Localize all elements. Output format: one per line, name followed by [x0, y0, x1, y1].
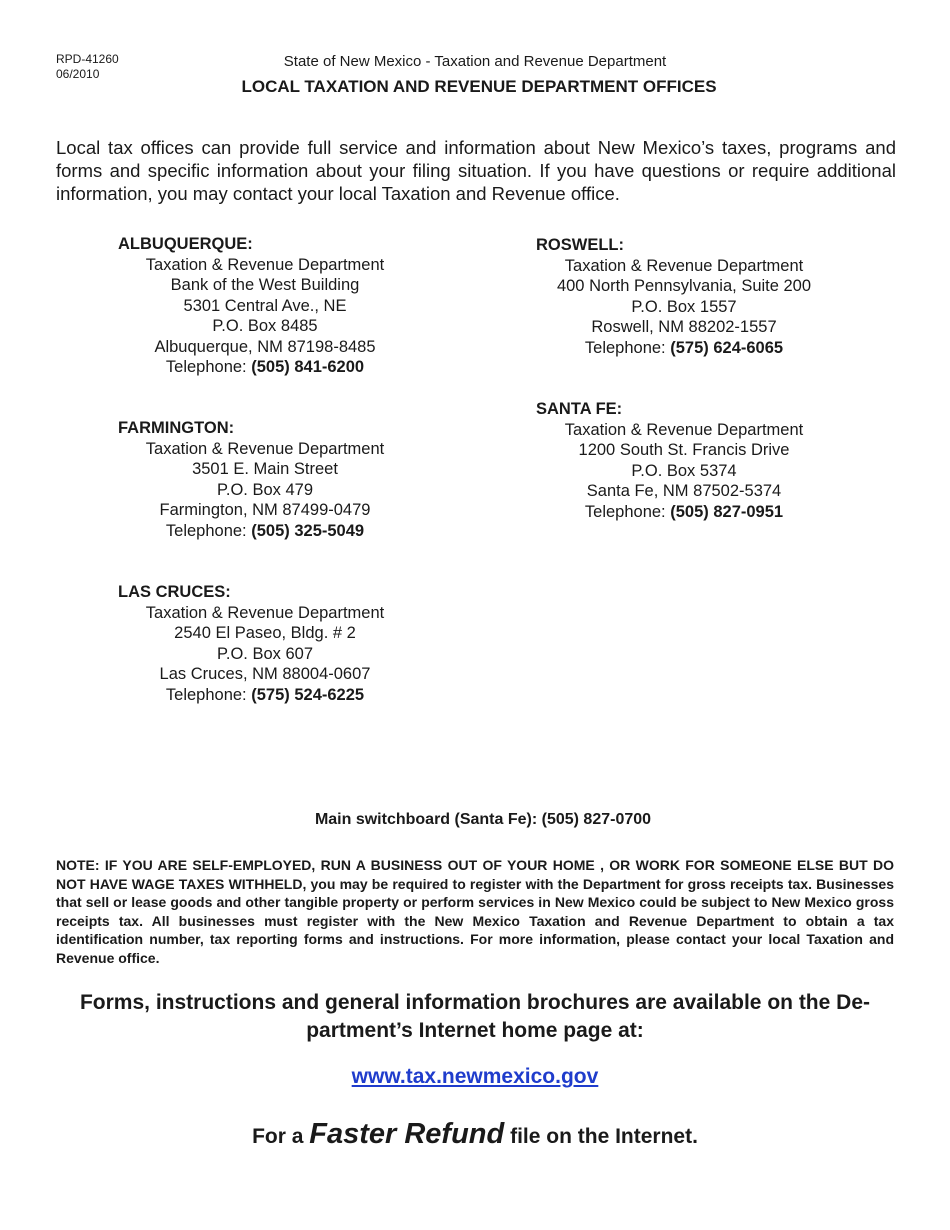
office-line: Taxation & Revenue Department [145, 603, 385, 622]
form-number: RPD-41260 [56, 52, 119, 66]
office-line: Taxation & Revenue Department [145, 255, 385, 274]
office-line: Bank of the West Building [170, 276, 360, 294]
telephone-number: (575) 524-6225 [251, 685, 365, 704]
telephone-label: Telephone: [584, 338, 666, 357]
office-line: Taxation & Revenue Department [564, 256, 804, 275]
page-title: LOCAL TAXATION AND REVENUE DEPARTMENT OFFICES [241, 77, 717, 96]
office-telephone [112, 521, 418, 542]
registration-note: NOTE: IF YOU ARE SELF-EMPLOYED, RUN A BUSINESS OUT OF YOUR HOME , OR WORK FOR SOMEONE ELSE BUT DO NOT HAVE WAGE TAXES WITHHELD, you may be required to register with the Department for gross receipts tax. Businesses that sell or lease goods and other tangible property or perform services in New Mexico could be subject to New Mexico gross receipts tax. All businesses must register with the New Mexico Taxation and Revenue Department to obtain a tax identification number, tax reporting forms and instructions. For more information, please contact your local Taxation and Revenue office. [56, 857, 894, 966]
office-city: ROSWELL: [536, 236, 624, 254]
telephone-label: Telephone: [165, 685, 247, 704]
telephone-label: Telephone: [165, 358, 247, 376]
office-las-cruces [118, 582, 418, 705]
office-santa-fe [536, 399, 836, 522]
office-line: 2540 El Paseo, Bldg. # 2 [174, 624, 356, 642]
office-roswell [536, 235, 836, 358]
office-city: SANTA FE: [536, 400, 623, 418]
website-link[interactable]: www.tax.newmexico.gov [351, 1065, 599, 1088]
office-line: Farmington, NM 87499-0479 [159, 501, 371, 519]
telephone-number: (575) 624-6065 [670, 338, 784, 357]
office-telephone [112, 357, 418, 378]
telephone-number: (505) 325-5049 [251, 521, 365, 540]
faster-refund-line [0, 1118, 950, 1151]
office-line: Las Cruces, NM 88004-0607 [159, 665, 371, 683]
refund-prefix: For a [252, 1125, 304, 1148]
office-line: Roswell, NM 88202-1557 [591, 318, 777, 336]
office-line: Taxation & Revenue Department [564, 420, 804, 439]
office-line: P.O. Box 5374 [631, 461, 737, 480]
telephone-number: (505) 841-6200 [251, 358, 365, 376]
office-city: FARMINGTON: [118, 419, 235, 437]
office-line: P.O. Box 1557 [631, 297, 737, 316]
office-telephone [112, 685, 418, 706]
office-line: 5301 Central Ave., NE [183, 296, 347, 315]
main-switchboard: Main switchboard (Santa Fe): (505) 827-0700 [314, 811, 652, 828]
telephone-label: Telephone: [584, 502, 666, 521]
refund-emphasis: Faster Refund [309, 1118, 505, 1150]
agency-name: State of New Mexico - Taxation and Revenue Department [283, 53, 667, 70]
office-line: 1200 South St. Francis Drive [578, 441, 790, 459]
telephone-number: (505) 827-0951 [670, 502, 784, 521]
office-line: Albuquerque, NM 87198-8485 [154, 337, 376, 356]
office-line: Taxation & Revenue Department [145, 439, 385, 458]
office-line: P.O. Box 479 [216, 480, 313, 499]
office-farmington [118, 418, 418, 541]
office-line: 400 North Pennsylvania, Suite 200 [556, 277, 812, 295]
form-date: 06/2010 [56, 67, 100, 81]
office-city: LAS CRUCES: [118, 583, 231, 601]
office-line: Santa Fe, NM 87502-5374 [586, 482, 782, 500]
intro-paragraph: Local tax offices can provide full service and information about New Mexico’s taxes, programs and forms and specific information about your filing situation. If you have questions or require additional information, you may contact your local Taxation and Revenue office. [56, 137, 896, 204]
website [0, 1065, 950, 1089]
telephone-label: Telephone: [165, 521, 247, 540]
office-line: P.O. Box 8485 [212, 317, 318, 335]
office-line: 3501 E. Main Street [192, 460, 338, 478]
office-line: P.O. Box 607 [216, 644, 313, 663]
office-telephone [536, 502, 832, 523]
refund-suffix: file on the Internet. [510, 1125, 698, 1148]
office-telephone [536, 338, 832, 359]
office-albuquerque [118, 234, 418, 378]
forms-notice: Forms, instructions and general information brochures are available on the Department’s Internet home page at: [79, 991, 870, 1042]
office-city: ALBUQUERQUE: [118, 235, 253, 253]
